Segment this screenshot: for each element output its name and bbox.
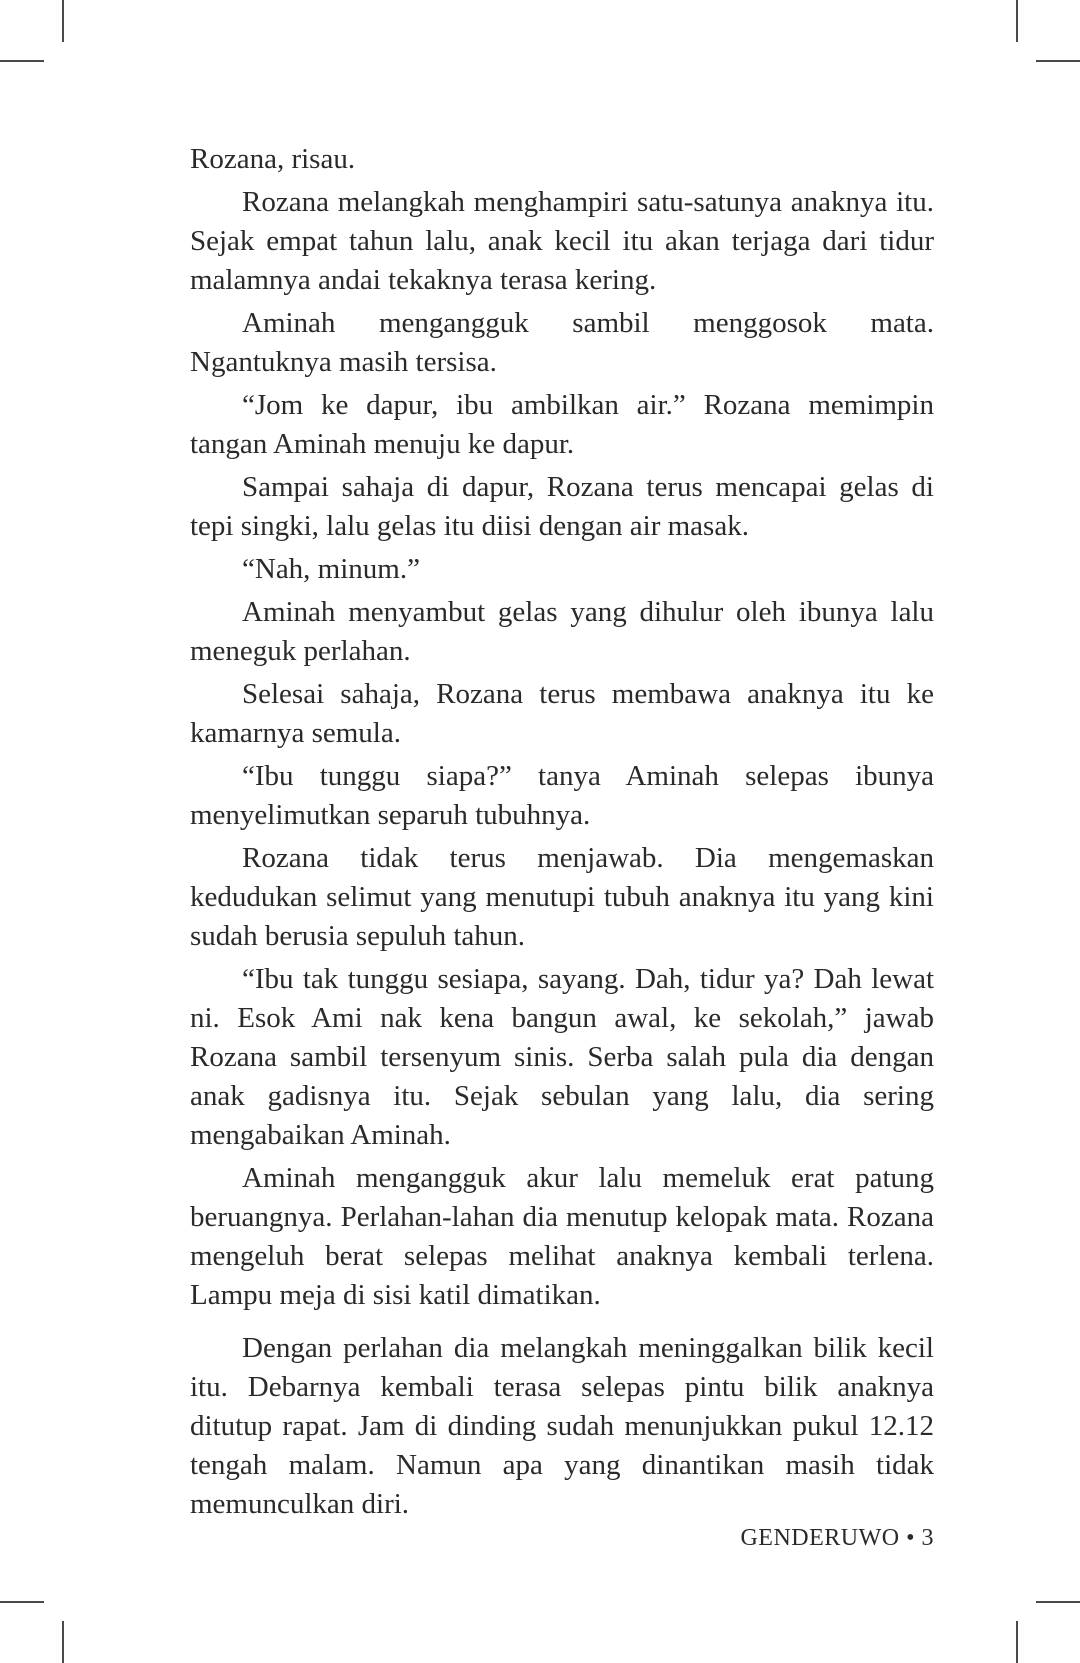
body-text bbox=[190, 140, 934, 1528]
paragraph: “Nah, minum.” bbox=[242, 553, 420, 585]
crop-mark-bottom-right-horizontal bbox=[1036, 1601, 1080, 1603]
crop-mark-bottom-left-horizontal bbox=[0, 1601, 44, 1603]
paragraph: Rozana tidak terus menjawab. Dia mengemaskan kedudukan selimut yang menutupi tubuh anaknya itu yang kini sudah berusia sepuluh tahun. bbox=[190, 842, 934, 952]
paragraph: “Ibu tak tunggu sesiapa, sayang. Dah, tidur ya? Dah lewat ni. Esok Ami nak kena bangun awal, ke sekolah,” jawab Rozana sambil tersenyum sinis. Serba salah pula dia dengan anak gadisnya itu. Sejak sebulan yang lalu, dia sering mengabaikan Aminah. bbox=[190, 963, 934, 1151]
paragraph: “Jom ke dapur, ibu ambilkan air.” Rozana memimpin tangan Aminah menuju ke dapur. bbox=[190, 389, 934, 460]
paragraph: Aminah mengangguk sambil menggosok mata. Ngantuknya masih tersisa. bbox=[190, 307, 934, 378]
crop-mark-top-right-vertical bbox=[1016, 0, 1018, 42]
paragraph: Dengan perlahan dia melangkah meninggalkan bilik kecil itu. Debarnya kembali terasa selepas pintu bilik anaknya ditutup rapat. Jam di dinding sudah menunjukkan pukul 12.12 tengah malam. Namun apa yang dinantikan masih tidak memunculkan diri. bbox=[190, 1332, 934, 1520]
running-title: GENDERUWO bbox=[740, 1525, 900, 1551]
paragraph: Sampai sahaja di dapur, Rozana terus mencapai gelas di tepi singki, lalu gelas itu diisi dengan air masak. bbox=[190, 471, 934, 542]
paragraph: Aminah menyambut gelas yang dihulur oleh ibunya lalu meneguk perlahan. bbox=[190, 596, 934, 667]
crop-mark-top-left-vertical bbox=[62, 0, 64, 42]
paragraph: Selesai sahaja, Rozana terus membawa anaknya itu ke kamarnya semula. bbox=[190, 678, 934, 749]
crop-mark-bottom-left-vertical bbox=[62, 1621, 64, 1663]
crop-mark-bottom-right-vertical bbox=[1016, 1621, 1018, 1663]
page-number: 3 bbox=[921, 1525, 934, 1551]
paragraph: Rozana, risau. bbox=[190, 143, 356, 175]
paragraph: “Ibu tunggu siapa?” tanya Aminah selepas ibunya menyelimutkan separuh tubuhnya. bbox=[190, 760, 934, 831]
crop-mark-top-left-horizontal bbox=[0, 60, 44, 62]
paragraph: Rozana melangkah menghampiri satu-satunya anaknya itu. Sejak empat tahun lalu, anak kecil itu akan terjaga dari tidur malamnya andai tekaknya terasa kering. bbox=[190, 186, 934, 296]
page-footer bbox=[740, 1525, 934, 1552]
footer-separator: • bbox=[906, 1525, 915, 1551]
paragraph: Aminah mengangguk akur lalu memeluk erat patung beruangnya. Perlahan-lahan dia menutup kelopak mata. Rozana mengeluh berat selepas melihat anaknya kembali terlena. Lampu meja di sisi katil dimatikan. bbox=[190, 1162, 934, 1311]
crop-mark-top-right-horizontal bbox=[1036, 60, 1080, 62]
